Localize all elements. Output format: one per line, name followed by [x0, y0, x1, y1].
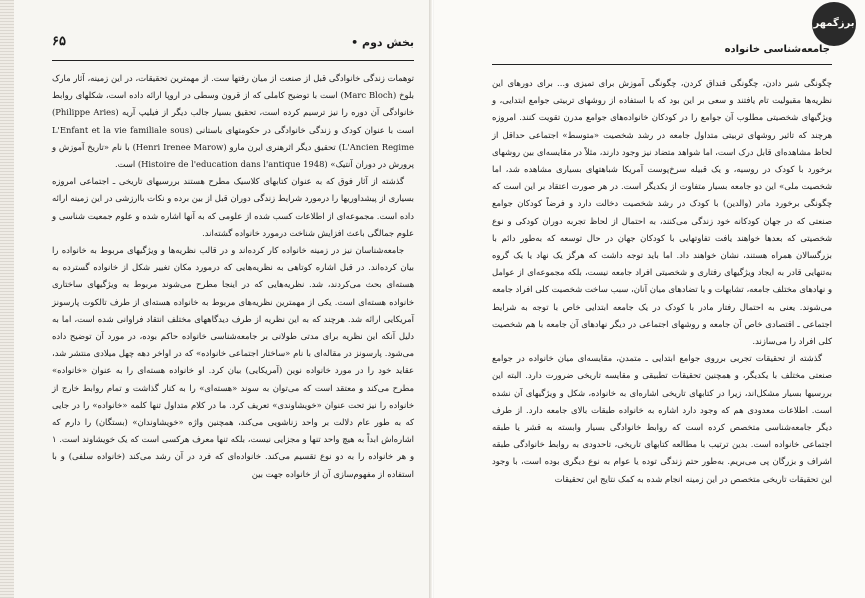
header-rule: [492, 64, 832, 65]
paragraph: توهمات زندگی خانوادگی قبل از صنعت از میان رفتها ست. از مهمترین تحقیقات، در این زمینه، آثار مارک بلوخ (Marc Bloch) است با توضیح کاملی که از قرون وسطی در اروپا ارائه داده است، شکلهای روابط خانوادگی آن دوره را نیز ترسیم کرده است، تحقیق بسیار جالب دیگر از فیلیپ آریه (Philippe Aries) است با عنوان کودک و زندگی خانوادگی در حکومتهای باستانی (L'Enfant et la vie familiale sous L'Ancien Regime) تحقیق دیگر اثرهنری ایرن مارو (Henri Irenee Marow) با نام «تاریخ آموزش و پرورش در دوران آنتیک» (Histoire de l'education dans l'antique 1948) است.: [52, 73, 415, 170]
paragraph: جامعه‌شناسان نیز در زمینه خانواده کار کرده‌اند و در قالب نظریه‌ها و ویژگیهای مربوط به خانواده را بیان کرده‌اند. در قبل اشاره کوتاهی به نظریه‌هایی که درمورد مکان تغییر شکل از خانواده گسترده به هسته‌ای بحث می‌کردند، شد. نظریه‌هایی که در اینجا مطرح می‌شوند مربوط به ویژگیهای ساختاری خانواده هسته‌ای است. یکی از مهمترین نظریه‌های مربوط به خانواده هسته‌ای از طرف تالکوت پارسونز آمریکایی ارائه شد. هرچند که به این نظریه از طرف دیدگاههای مختلف انتقاد فراوانی شده است، اما به دلیل آنکه این نظریه برای مدتی طولانی بر جامعه‌شناسی خانواده حاکم بوده، در مورد آن توضیح داده می‌شود. پارسونز در مقاله‌ای با نام «ساختار اجتماعی خانواده» که در اواخر دهه چهل میلادی منتشر شد، عقاید خود را در مورد خانواده نوین (آمریکایی) بیان کرد. او خانواده هسته‌ای را به عنوان «خانواده» مطرح می‌کند و معتقد است که می‌توان به سوند «هسته‌ای» را به کنار گذاشت و تمام روابط خارج از خانواده را نیز تحت عنوان «خویشاوندی» تعریف کرد. ما در کلام متداول تنها کلمه «خانواده» را در جایی که به طور عام دلالت بر واحد زناشویی می‌کند، همچنین واژه «خویشاوندان» (بستگان) را دارم که اشاره‌اش ابداً به هیچ واحد تنها و مجزایی نیست، بلکه تنها معرف هرکسی است که یک خویشاوند است. ۱ و هر خانواده را به دو نوع تقسیم می‌کند. خانواده‌ای که فرد در آن رشد می‌کند (خانواده سلفی) و با استفاده از مفهوم‌سازی آن از خانواده جهت بین: [52, 245, 414, 479]
page-edge: [0, 0, 14, 598]
left-page-header: [52, 34, 414, 54]
paragraph: گذشته از تحقیقات تجربی برروی جوامع ابتدایی ـ متمدن، مقایسه‌ای میان خانواده در جوامع صنعتی مختلف با یکدیگر، و همچنین تحقیقات تطبیقی و مقایسه تاریخی ضرورت دارد. البته این بررسیها بسیار مشکل‌اند، زیرا در کتابهای تاریخی اشاره‌ای به خانواده، شکل و ویژگیهای آن نشده است. اطلاعات معدودی هم که وجود دارد اشاره به خانواده طبقات بالای جامعه دارد. از طرف دیگر جامعه‌شناسی متخصص کرده است که روابط خانوادگی بسیار وابسته به قشر یا طبقه اجتماعی خانواده است. بدین ترتیب با مطالعه کتابهای تاریخی، تاحدودی به روابط خانوادگی طبقه اشراف و بزرگان پی می‌بریم. به‌طور حتم زندگی توده یا عوام به نوع دیگری بوده است، با وجود این تحقیقات تاریخی متخصص در این زمینه انجام شده به کمک نتایج این تحقیقات: [492, 353, 832, 484]
right-page-header: [494, 44, 830, 60]
left-page-body: [52, 70, 414, 483]
right-page-body: [492, 75, 832, 488]
paragraph: گذشته از آثار فوق که به عنوان کتابهای کلاسیک مطرح هستند بررسیهای تاریخی ـ اجتماعی امروزه بسیاری از پیشداوریها را درمورد شرایط زندگی دوران قبل از بین برده و نکات باارزشی در این زمینه ارائه داده است. مجموعه‌ای از اطلاعات کسب شده از علومی که به آنها اشاره شده و علوم جمعیت شناسی و علوم جمالگی باعث افزایش شناخت درمورد خانواده گشته‌اند.: [52, 176, 414, 238]
paragraph: چگونگی شیر دادن، چگونگی قنداق کردن، چگونگی آموزش برای تمیزی و... برای دورهای این نظریه‌ها مقبولیت تام یافتند و سعی بر این بود که با استفاده از روشهای تربیتی جوامع ابتدایی، و ویژگیهای شخصیتی مطلوب آن جوامع را در کودکان خانواده‌های جوامع مدرن تقویت کنند. امروزه هرچند که تاثیر روشهای تربیتی متداول جامعه در رشد شخصیت «متوسط» اجتماعی حداقل از لحاظ مشاهده‌ای قابل درک است، اما شواهد متضاد نیز وجود دارند، مثلاً در مقایسه‌ای بین روشهای برخورد با کودک در روسیه، و یک قبیله سرخ‌پوست آمریکا شباهتهای بسیاری مشاهده شد، اما شخصیت ملی» این دو جامعه بسیار متفاوت از یکدیگر است. در هر صورت اعتقاد بر این است که چگونگی برخورد مادر (والدین) با کودک در رشد شخصیت دخالت دارد و فرضاً کودکان جوامع صنعتی که در جهان کودکانه خود زندگی می‌کنند، به احتمال از لحاظ تجربه دوران کودکی و نوع شخصیتی که بعدها خواهند یافت تفاوتهایی با کودکان جهان در حال توسعه که به‌طور دائم با بزرگسالان همراه هستند، نشان خواهند داد. اما باید توجه داشت که هرگز یک نهاد یا یک گروه به‌تنهایی قادر به ایجاد ویژگیهای رفتاری و شخصیتی افراد جامعه نیست، بلکه مجموعه‌ای از عوامل و نهادهای مختلف جامعه، تشابهات و یا تضادهای میان آنان، سبب ساخت شخصیت کلی افراد جامعه می‌شوند. یعنی به احتمال رفتار مادر با کودک در یک جامعه ابتدایی خاص با توجه به شرایط اجتماعی ـ اقتصادی خاص آن جامعه و روشهای اجتماعی در دیگر نهادهای آن جامعه با هم شخصیت کلی افراد را می‌سازند.: [492, 78, 832, 347]
left-page: [0, 0, 431, 598]
running-title: جامعه‌شناسی خانواده: [724, 44, 830, 55]
publisher-logo: برزگمهر: [812, 2, 856, 46]
page-number: ۶۵: [52, 34, 66, 49]
right-page: [434, 0, 865, 598]
running-title: بخش دوم •: [351, 36, 414, 49]
header-rule: [52, 60, 414, 61]
